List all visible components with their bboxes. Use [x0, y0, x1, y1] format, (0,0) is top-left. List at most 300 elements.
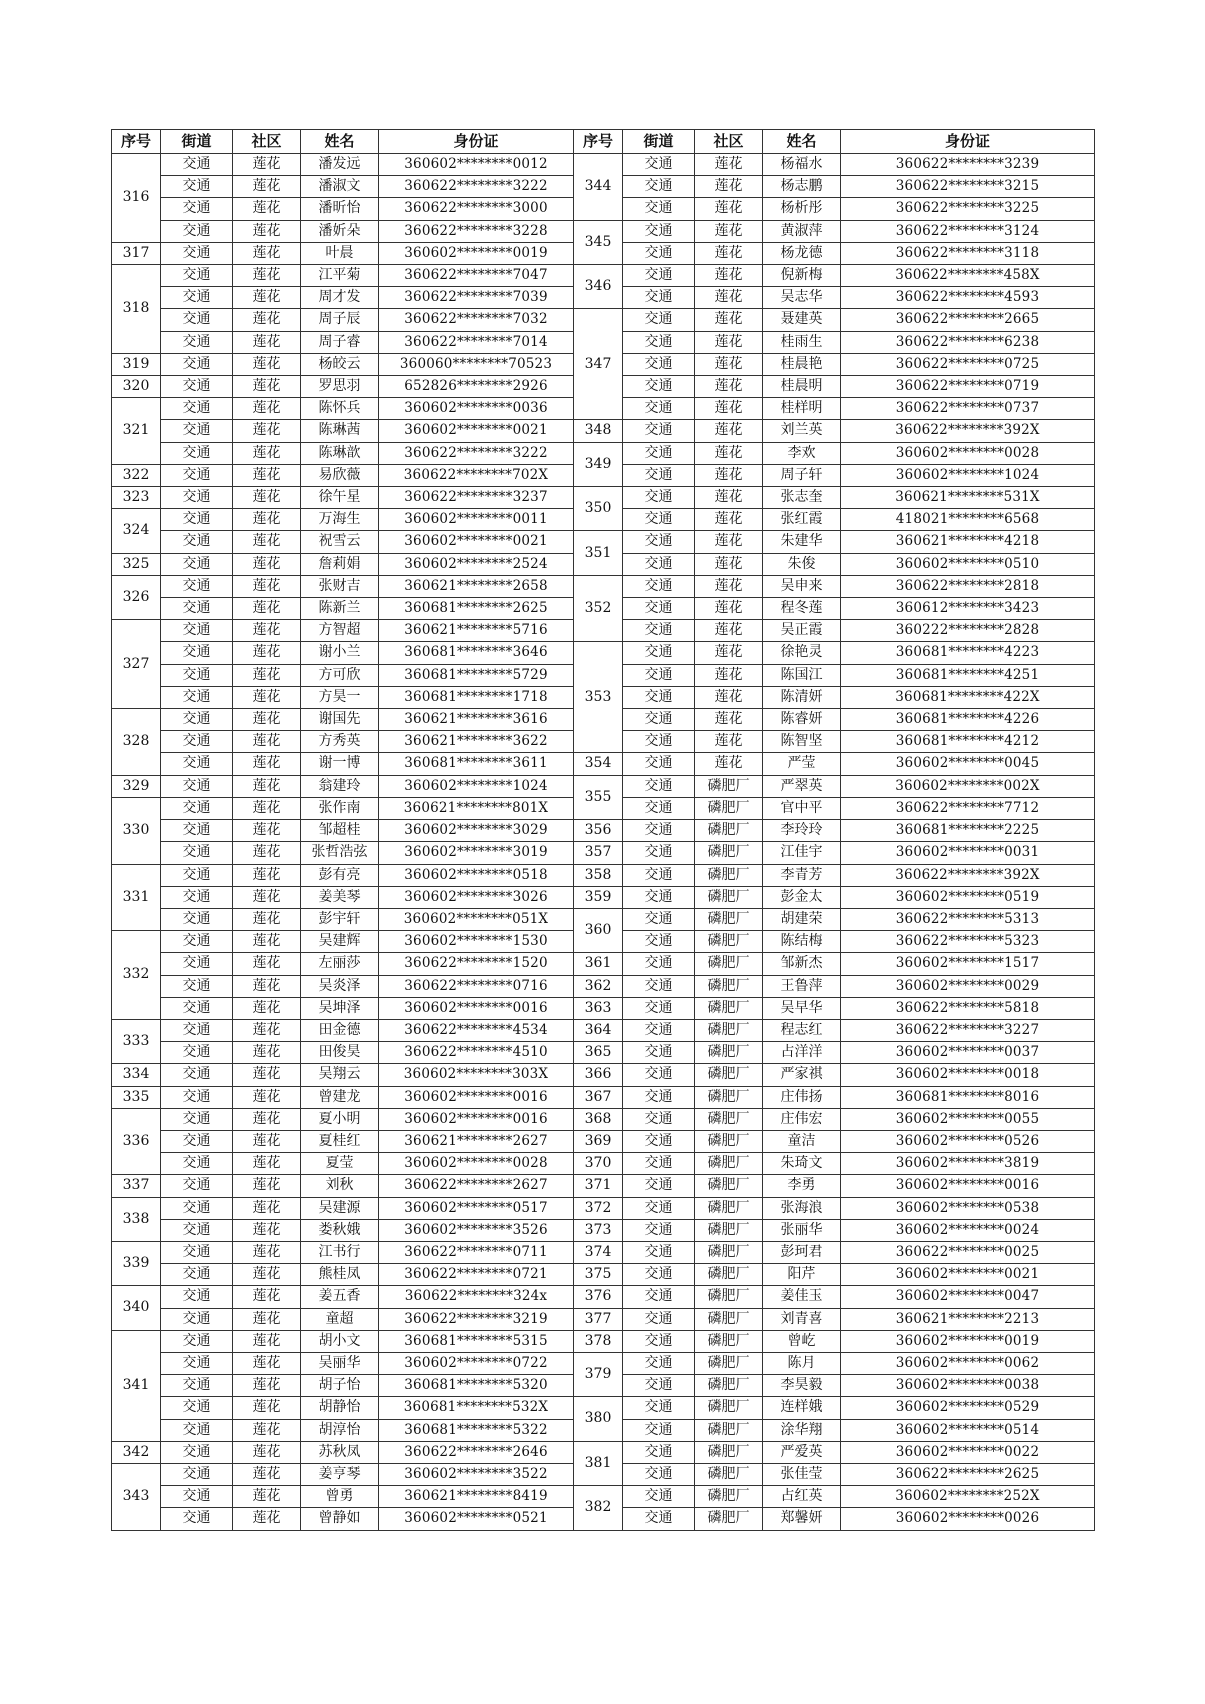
street-cell: 交通: [623, 797, 695, 819]
community-cell: 磷肥厂: [695, 1441, 763, 1463]
community-cell: 莲花: [233, 1308, 301, 1330]
street-cell: 交通: [623, 1441, 695, 1463]
community-cell: 莲花: [233, 1197, 301, 1219]
id-number-cell: 360602********2524: [379, 553, 574, 575]
street-cell: 交通: [161, 931, 233, 953]
household-number-cell: 331: [112, 864, 161, 931]
name-cell: 胡静怡: [301, 1397, 379, 1419]
community-cell: 磷肥厂: [695, 1219, 763, 1241]
street-cell: 交通: [161, 1086, 233, 1108]
id-number-cell: 360622********2818: [841, 575, 1095, 597]
name-cell: 刘秋: [301, 1175, 379, 1197]
id-number-cell: 360622********0719: [841, 376, 1095, 398]
street-cell: 交通: [161, 1375, 233, 1397]
community-cell: 磷肥厂: [695, 1397, 763, 1419]
name-cell: 吴早华: [763, 997, 841, 1019]
community-cell: 莲花: [695, 709, 763, 731]
community-cell: 莲花: [695, 154, 763, 176]
name-cell: 姜五香: [301, 1286, 379, 1308]
community-cell: 莲花: [233, 531, 301, 553]
id-number-cell: 360622********7032: [379, 309, 574, 331]
household-number-cell: 378: [574, 1330, 623, 1352]
community-cell: 磷肥厂: [695, 797, 763, 819]
name-cell: 吴正霞: [763, 620, 841, 642]
community-cell: 莲花: [233, 1508, 301, 1530]
id-number-cell: 360602********0529: [841, 1397, 1095, 1419]
community-cell: 磷肥厂: [695, 997, 763, 1019]
name-cell: 张佳莹: [763, 1463, 841, 1485]
id-number-cell: 360622********1520: [379, 953, 574, 975]
community-cell: 莲花: [695, 442, 763, 464]
name-cell: 徐艳灵: [763, 642, 841, 664]
household-number-cell: 322: [112, 464, 161, 486]
community-cell: 莲花: [695, 731, 763, 753]
street-cell: 交通: [623, 1330, 695, 1352]
community-cell: 莲花: [233, 1397, 301, 1419]
street-cell: 交通: [161, 1042, 233, 1064]
name-cell: 倪新梅: [763, 265, 841, 287]
id-number-cell: 360621********531X: [841, 487, 1095, 509]
street-cell: 交通: [623, 1064, 695, 1086]
id-number-cell: 360622********458X: [841, 265, 1095, 287]
household-number-cell: 324: [112, 509, 161, 553]
household-number-cell: 349: [574, 442, 623, 486]
street-cell: 交通: [161, 1508, 233, 1530]
community-cell: 磷肥厂: [695, 1286, 763, 1308]
street-cell: 交通: [623, 376, 695, 398]
household-number-cell: 351: [574, 531, 623, 575]
street-cell: 交通: [161, 620, 233, 642]
street-cell: 交通: [161, 1330, 233, 1352]
street-cell: 交通: [623, 242, 695, 264]
street-cell: 交通: [623, 464, 695, 486]
header-street: 街道: [623, 130, 695, 154]
id-number-cell: 360622********0721: [379, 1264, 574, 1286]
id-number-cell: 360681********1718: [379, 686, 574, 708]
community-cell: 莲花: [233, 154, 301, 176]
household-number-cell: 376: [574, 1286, 623, 1308]
id-number-cell: 360602********051X: [379, 908, 574, 930]
street-cell: 交通: [623, 154, 695, 176]
id-number-cell: 360602********0055: [841, 1108, 1095, 1130]
id-number-cell: 360602********3522: [379, 1463, 574, 1485]
id-number-cell: 360622********4510: [379, 1042, 574, 1064]
id-number-cell: 360622********0725: [841, 353, 1095, 375]
household-number-cell: 319: [112, 353, 161, 375]
street-cell: 交通: [623, 176, 695, 198]
street-cell: 交通: [623, 287, 695, 309]
community-cell: 莲花: [233, 886, 301, 908]
header-seq: 序号: [112, 130, 161, 154]
table-row: [112, 1286, 1095, 1308]
name-cell: 李欢: [763, 442, 841, 464]
table-row: [112, 531, 1095, 553]
street-cell: 交通: [161, 975, 233, 997]
id-number-cell: 360602********0722: [379, 1352, 574, 1374]
community-cell: 莲花: [233, 797, 301, 819]
id-number-cell: 360681********4223: [841, 642, 1095, 664]
street-cell: 交通: [161, 331, 233, 353]
name-cell: 李昊毅: [763, 1375, 841, 1397]
community-cell: 莲花: [233, 709, 301, 731]
community-cell: 磷肥厂: [695, 953, 763, 975]
community-cell: 磷肥厂: [695, 1019, 763, 1041]
street-cell: 交通: [623, 598, 695, 620]
community-cell: 莲花: [695, 487, 763, 509]
household-number-cell: 368: [574, 1108, 623, 1130]
name-cell: 潘淑文: [301, 176, 379, 198]
name-cell: 彭金太: [763, 886, 841, 908]
id-number-cell: 360681********5315: [379, 1330, 574, 1352]
street-cell: 交通: [161, 820, 233, 842]
table-row: [112, 1197, 1095, 1219]
name-cell: 徐午星: [301, 487, 379, 509]
table-row: [112, 820, 1095, 842]
id-number-cell: 360602********0016: [841, 1175, 1095, 1197]
header-street: 街道: [161, 130, 233, 154]
id-number-cell: 360602********0016: [379, 1108, 574, 1130]
street-cell: 交通: [161, 154, 233, 176]
id-number-cell: 360622********5313: [841, 908, 1095, 930]
name-cell: 方昊一: [301, 686, 379, 708]
household-number-cell: 333: [112, 1019, 161, 1063]
table-row: [112, 1175, 1095, 1197]
street-cell: 交通: [623, 620, 695, 642]
name-cell: 陈新兰: [301, 598, 379, 620]
id-number-cell: 360622********3227: [841, 1019, 1095, 1041]
name-cell: 彭有亮: [301, 864, 379, 886]
table-row: [112, 1264, 1095, 1286]
id-number-cell: 360622********6238: [841, 331, 1095, 353]
street-cell: 交通: [161, 1419, 233, 1441]
name-cell: 占洋洋: [763, 1042, 841, 1064]
household-number-cell: 346: [574, 265, 623, 309]
street-cell: 交通: [623, 731, 695, 753]
street-cell: 交通: [161, 1486, 233, 1508]
street-cell: 交通: [161, 176, 233, 198]
street-cell: 交通: [161, 753, 233, 775]
table-row: [112, 154, 1095, 176]
id-number-cell: 360602********0028: [379, 1153, 574, 1175]
header-community: 社区: [233, 130, 301, 154]
community-cell: 莲花: [233, 176, 301, 198]
household-number-cell: 320: [112, 376, 161, 398]
table-row: [112, 220, 1095, 242]
community-cell: 磷肥厂: [695, 1064, 763, 1086]
name-cell: 庄伟扬: [763, 1086, 841, 1108]
name-cell: 潘昕怡: [301, 198, 379, 220]
name-cell: 李勇: [763, 1175, 841, 1197]
community-cell: 莲花: [233, 509, 301, 531]
community-cell: 磷肥厂: [695, 1153, 763, 1175]
street-cell: 交通: [623, 1197, 695, 1219]
id-number-cell: 360602********0018: [841, 1064, 1095, 1086]
community-cell: 磷肥厂: [695, 1352, 763, 1374]
community-cell: 莲花: [695, 620, 763, 642]
community-cell: 莲花: [233, 242, 301, 264]
street-cell: 交通: [623, 331, 695, 353]
table-row: [112, 309, 1095, 331]
street-cell: 交通: [623, 487, 695, 509]
street-cell: 交通: [623, 1042, 695, 1064]
street-cell: 交通: [161, 797, 233, 819]
household-number-cell: 339: [112, 1241, 161, 1285]
header-community: 社区: [695, 130, 763, 154]
name-cell: 朱琦文: [763, 1153, 841, 1175]
household-number-cell: 321: [112, 398, 161, 465]
community-cell: 磷肥厂: [695, 1308, 763, 1330]
name-cell: 江平菊: [301, 265, 379, 287]
header-id-number: 身份证: [379, 130, 574, 154]
community-cell: 莲花: [233, 464, 301, 486]
table-row: [112, 1130, 1095, 1152]
name-cell: 吴炎泽: [301, 975, 379, 997]
street-cell: 交通: [623, 1219, 695, 1241]
community-cell: 莲花: [233, 220, 301, 242]
name-cell: 胡建荣: [763, 908, 841, 930]
street-cell: 交通: [161, 1264, 233, 1286]
street-cell: 交通: [161, 1153, 233, 1175]
community-cell: 莲花: [233, 598, 301, 620]
street-cell: 交通: [161, 842, 233, 864]
street-cell: 交通: [623, 265, 695, 287]
community-cell: 磷肥厂: [695, 1330, 763, 1352]
name-cell: 谢小兰: [301, 642, 379, 664]
community-cell: 莲花: [233, 775, 301, 797]
household-number-cell: 344: [574, 154, 623, 221]
community-cell: 莲花: [233, 731, 301, 753]
id-number-cell: 360681********2625: [379, 598, 574, 620]
name-cell: 熊桂凤: [301, 1264, 379, 1286]
id-number-cell: 360622********3222: [379, 442, 574, 464]
household-number-cell: 318: [112, 265, 161, 354]
street-cell: 交通: [623, 975, 695, 997]
table-row: [112, 1352, 1095, 1374]
id-number-cell: 360622********5818: [841, 997, 1095, 1019]
street-cell: 交通: [161, 864, 233, 886]
street-cell: 交通: [623, 864, 695, 886]
id-number-cell: 360622********0711: [379, 1241, 574, 1263]
id-number-cell: 360622********3222: [379, 176, 574, 198]
street-cell: 交通: [623, 1463, 695, 1485]
household-number-cell: 329: [112, 775, 161, 797]
community-cell: 莲花: [233, 309, 301, 331]
household-number-cell: 348: [574, 420, 623, 442]
community-cell: 莲花: [233, 686, 301, 708]
id-number-cell: 360622********7047: [379, 265, 574, 287]
community-cell: 莲花: [233, 1441, 301, 1463]
name-cell: 吴丽华: [301, 1352, 379, 1374]
household-number-cell: 343: [112, 1463, 161, 1530]
street-cell: 交通: [623, 820, 695, 842]
community-cell: 莲花: [233, 620, 301, 642]
id-number-cell: 360602********1024: [379, 775, 574, 797]
name-cell: 谢一博: [301, 753, 379, 775]
community-cell: 磷肥厂: [695, 1241, 763, 1263]
header-name: 姓名: [763, 130, 841, 154]
id-number-cell: 360622********3124: [841, 220, 1095, 242]
community-cell: 莲花: [695, 242, 763, 264]
id-number-cell: 652826********2926: [379, 376, 574, 398]
community-cell: 莲花: [233, 664, 301, 686]
name-cell: 方可欣: [301, 664, 379, 686]
name-cell: 郑馨妍: [763, 1508, 841, 1530]
household-number-cell: 363: [574, 997, 623, 1019]
street-cell: 交通: [623, 753, 695, 775]
street-cell: 交通: [623, 1352, 695, 1374]
community-cell: 莲花: [233, 1419, 301, 1441]
name-cell: 祝雪云: [301, 531, 379, 553]
register-table: [111, 129, 1095, 1531]
community-cell: 莲花: [233, 398, 301, 420]
id-number-cell: 360602********0526: [841, 1130, 1095, 1152]
id-number-cell: 360222********2828: [841, 620, 1095, 642]
household-number-cell: 371: [574, 1175, 623, 1197]
id-number-cell: 360622********2665: [841, 309, 1095, 331]
street-cell: 交通: [161, 442, 233, 464]
street-cell: 交通: [623, 1241, 695, 1263]
street-cell: 交通: [161, 1397, 233, 1419]
household-number-cell: 335: [112, 1086, 161, 1108]
id-number-cell: 360621********2627: [379, 1130, 574, 1152]
household-number-cell: 342: [112, 1441, 161, 1463]
street-cell: 交通: [161, 709, 233, 731]
id-number-cell: 360681********4212: [841, 731, 1095, 753]
name-cell: 周子辰: [301, 309, 379, 331]
household-number-cell: 380: [574, 1397, 623, 1441]
table-row: [112, 775, 1095, 797]
table-row: [112, 487, 1095, 509]
community-cell: 莲花: [695, 287, 763, 309]
id-number-cell: 360622********3237: [379, 487, 574, 509]
name-cell: 严家祺: [763, 1064, 841, 1086]
community-cell: 磷肥厂: [695, 1086, 763, 1108]
community-cell: 莲花: [233, 575, 301, 597]
community-cell: 磷肥厂: [695, 1264, 763, 1286]
id-number-cell: 360602********0518: [379, 864, 574, 886]
household-number-cell: 326: [112, 575, 161, 619]
name-cell: 李青芳: [763, 864, 841, 886]
street-cell: 交通: [623, 531, 695, 553]
name-cell: 曾勇: [301, 1486, 379, 1508]
household-number-cell: 375: [574, 1264, 623, 1286]
community-cell: 莲花: [233, 1241, 301, 1263]
id-number-cell: 360602********0016: [379, 997, 574, 1019]
street-cell: 交通: [161, 220, 233, 242]
table-row: [112, 753, 1095, 775]
household-number-cell: 353: [574, 642, 623, 753]
id-number-cell: 360602********0016: [379, 1086, 574, 1108]
name-cell: 张作南: [301, 797, 379, 819]
street-cell: 交通: [623, 1019, 695, 1041]
id-number-cell: 360602********0519: [841, 886, 1095, 908]
community-cell: 磷肥厂: [695, 1108, 763, 1130]
name-cell: 詹莉娟: [301, 553, 379, 575]
community-cell: 莲花: [233, 1042, 301, 1064]
community-cell: 莲花: [233, 1486, 301, 1508]
street-cell: 交通: [623, 220, 695, 242]
table-row: [112, 1486, 1095, 1508]
household-number-cell: 367: [574, 1086, 623, 1108]
community-cell: 莲花: [233, 1219, 301, 1241]
community-cell: 莲花: [233, 420, 301, 442]
table-row: [112, 864, 1095, 886]
community-cell: 莲花: [695, 753, 763, 775]
household-number-cell: 332: [112, 931, 161, 1020]
name-cell: 方秀英: [301, 731, 379, 753]
id-number-cell: 360622********4534: [379, 1019, 574, 1041]
table-row: [112, 575, 1095, 597]
table-row: [112, 1219, 1095, 1241]
id-number-cell: 360622********2625: [841, 1463, 1095, 1485]
name-cell: 严翠英: [763, 775, 841, 797]
street-cell: 交通: [161, 198, 233, 220]
table-row: [112, 1308, 1095, 1330]
id-number-cell: 360622********7014: [379, 331, 574, 353]
street-cell: 交通: [623, 1108, 695, 1130]
id-number-cell: 360602********0514: [841, 1419, 1095, 1441]
household-number-cell: 373: [574, 1219, 623, 1241]
street-cell: 交通: [623, 1508, 695, 1530]
name-cell: 姜美琴: [301, 886, 379, 908]
street-cell: 交通: [623, 1286, 695, 1308]
community-cell: 磷肥厂: [695, 1175, 763, 1197]
id-number-cell: 360622********0025: [841, 1241, 1095, 1263]
table-row: [112, 1153, 1095, 1175]
community-cell: 磷肥厂: [695, 1508, 763, 1530]
id-number-cell: 360622********3000: [379, 198, 574, 220]
header-seq: 序号: [574, 130, 623, 154]
name-cell: 官中平: [763, 797, 841, 819]
street-cell: 交通: [623, 1308, 695, 1330]
community-cell: 莲花: [233, 642, 301, 664]
id-number-cell: 360602********3526: [379, 1219, 574, 1241]
name-cell: 童超: [301, 1308, 379, 1330]
name-cell: 陈睿妍: [763, 709, 841, 731]
id-number-cell: 360612********3423: [841, 598, 1095, 620]
id-number-cell: 360602********0037: [841, 1042, 1095, 1064]
community-cell: 磷肥厂: [695, 1419, 763, 1441]
id-number-cell: 360602********0045: [841, 753, 1095, 775]
name-cell: 胡小文: [301, 1330, 379, 1352]
table-row: [112, 953, 1095, 975]
name-cell: 连样娥: [763, 1397, 841, 1419]
street-cell: 交通: [623, 198, 695, 220]
id-number-cell: 360622********3219: [379, 1308, 574, 1330]
name-cell: 苏秋凤: [301, 1441, 379, 1463]
id-number-cell: 360602********1517: [841, 953, 1095, 975]
name-cell: 张哲浩弦: [301, 842, 379, 864]
household-number-cell: 325: [112, 553, 161, 575]
street-cell: 交通: [161, 575, 233, 597]
id-number-cell: 360602********0028: [841, 442, 1095, 464]
community-cell: 莲花: [233, 1019, 301, 1041]
household-number-cell: 359: [574, 886, 623, 908]
street-cell: 交通: [623, 353, 695, 375]
id-number-cell: 360602********0510: [841, 553, 1095, 575]
id-number-cell: 360621********2213: [841, 1308, 1095, 1330]
id-number-cell: 360681********5320: [379, 1375, 574, 1397]
household-number-cell: 341: [112, 1330, 161, 1441]
name-cell: 吴翔云: [301, 1064, 379, 1086]
name-cell: 阳芹: [763, 1264, 841, 1286]
name-cell: 陈怀兵: [301, 398, 379, 420]
id-number-cell: 360621********3622: [379, 731, 574, 753]
name-cell: 曾静如: [301, 1508, 379, 1530]
id-number-cell: 360681********5729: [379, 664, 574, 686]
street-cell: 交通: [161, 287, 233, 309]
name-cell: 田金德: [301, 1019, 379, 1041]
